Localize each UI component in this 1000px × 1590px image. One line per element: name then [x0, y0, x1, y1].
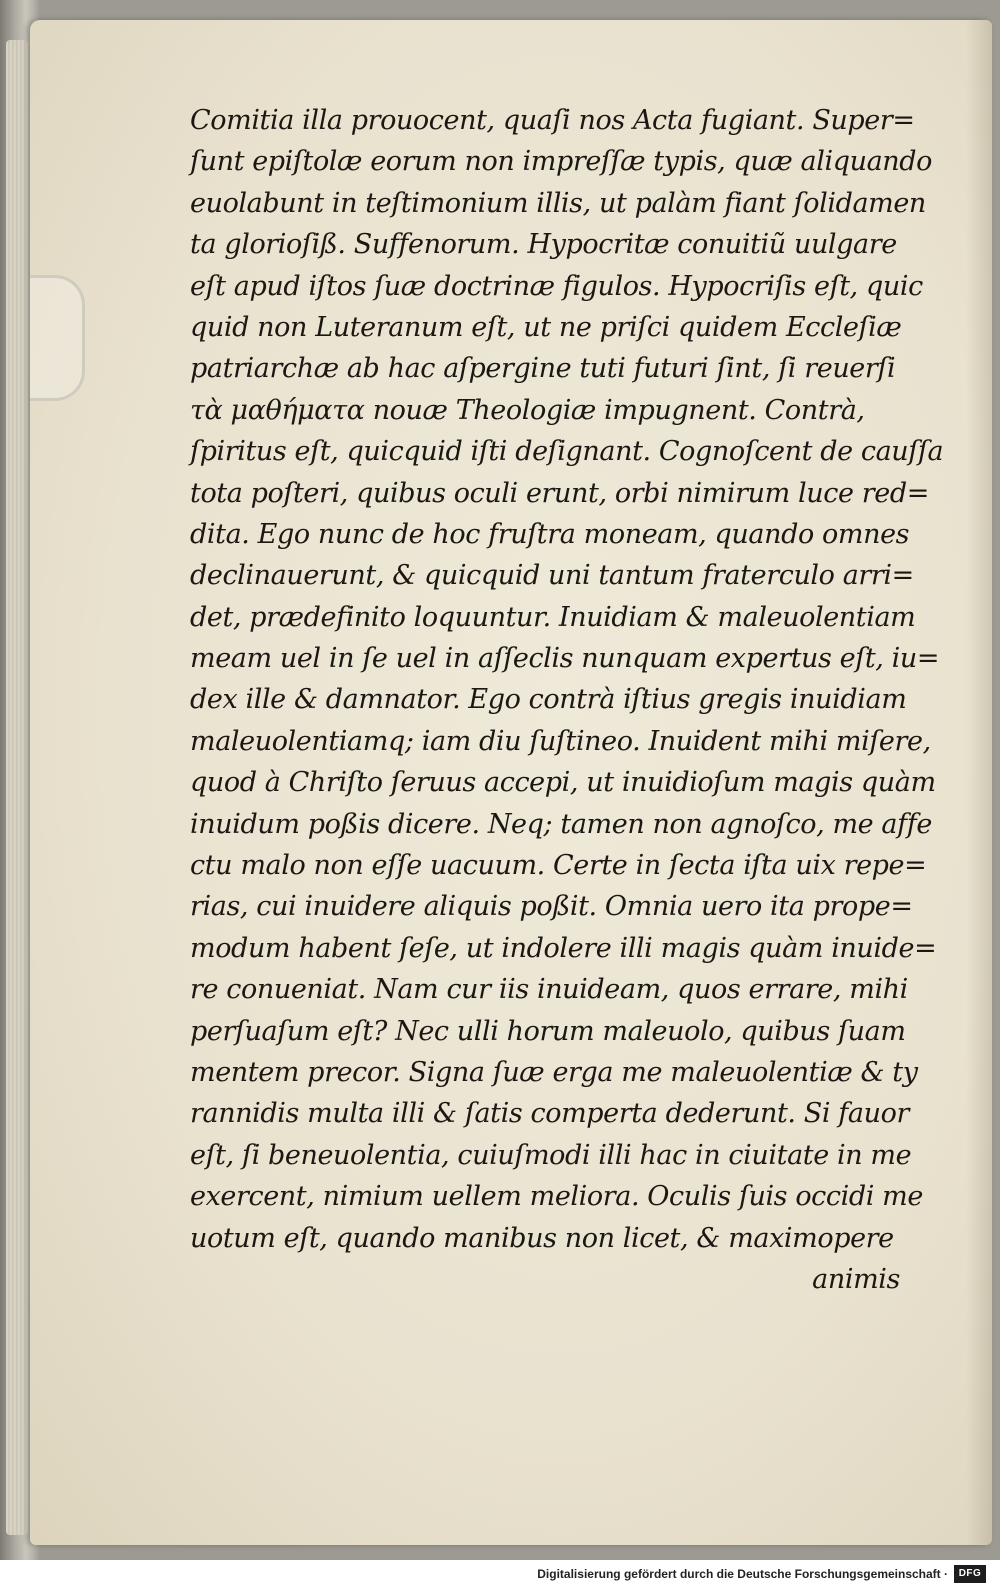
text-line: dita. Ego nunc de hoc fruſtra moneam, quando omnes	[190, 518, 910, 550]
funding-credit: Digitalisierung gefördert durch die Deutsche Forschungsgemeinschaft ·	[537, 1567, 948, 1581]
text-line: det, prædefinito loquuntur. Inuidiam & maleuolentiam	[190, 601, 916, 633]
text-line: Comitia illa prouocent, quaſi nos Acta fugiant. Super=	[190, 105, 915, 136]
text-line: quod à Chriſto ſeruus accepi, ut inuidioſum magis quàm	[190, 767, 936, 799]
text-line: ta glorioſiß. Suffenorum. Hypocritæ conuitiũ uulgare	[190, 229, 897, 261]
text-line: maleuolentiamq; iam diu ſuſtineo. Inuident mihi miſere,	[190, 725, 931, 757]
text-line: ſunt epiſtolæ eorum non impreſſæ typis, quæ aliquando	[190, 146, 933, 178]
text-line: ctu malo non eſſe uacuum. Certe in ſecta iſta uix repe=	[190, 850, 927, 882]
text-line: τὰ μαθήματα nouæ Theologiæ impugnent. Contrà,	[190, 394, 865, 426]
text-line: declinauerunt, & quicquid uni tantum fraterculo arri=	[190, 560, 914, 592]
text-line: eſt, ſi beneuolentia, cuiuſmodi illi hac in ciuitate in me	[190, 1139, 912, 1171]
text-line: patriarchæ ab hac aſpergine tuti futuri ſint, ſi reuerſi	[190, 353, 896, 385]
text-line: modum habent ſeſe, ut indolere illi magis quàm inuide=	[190, 932, 937, 964]
text-line: quid non Luteranum eſt, ut ne priſci quidem Eccleſiæ	[190, 311, 902, 343]
text-line: euolabunt in teſtimonium illis, ut palàm fiant ſolidamen	[190, 187, 926, 219]
text-line: perſuaſum eſt? Nec ulli horum maleuolo, quibus ſuam	[190, 1015, 906, 1047]
text-line: exercent, nimium uellem meliora. Oculis ſuis occidi me	[190, 1181, 923, 1213]
page-clip-mark	[30, 275, 85, 401]
text-line: uotum eſt, quando manibus non licet, & maximopere	[190, 1222, 894, 1254]
text-line: ſpiritus eſt, quicquid iſti deſignant. Cognoſcent de cauſſa	[190, 436, 944, 468]
dfg-logo: DFG	[954, 1565, 986, 1583]
text-line: inuidum poßis dicere. Neq; tamen non agnoſco, me affe	[190, 808, 932, 840]
text-line: meam uel in ſe uel in aſſeclis nunquam expertus eſt, iu=	[190, 643, 940, 675]
catchword: animis	[812, 1263, 900, 1295]
text-line: mentem precor. Signa ſuæ erga me maleuolentiæ & ty	[190, 1056, 918, 1088]
text-line: re conueniat. Nam cur iis inuideam, quos errare, mihi	[190, 974, 908, 1006]
text-line: dex ille & damnator. Ego contrà iſtius gregis inuidiam	[190, 684, 907, 716]
text-block	[190, 100, 944, 1300]
text-line: rias, cui inuidere aliquis poßit. Omnia uero ita prope=	[190, 891, 913, 923]
page-edges	[6, 40, 28, 1535]
text-line: eſt apud iſtos ſuæ doctrinæ figulos. Hypocriſis eſt, quic	[190, 270, 923, 302]
text-line: rannidis multa illi & ſatis comperta dederunt. Si fauor	[190, 1098, 909, 1130]
text-line: tota poſteri, quibus oculi erunt, orbi nimirum luce red=	[190, 477, 929, 509]
footer-bar	[0, 1560, 1000, 1590]
